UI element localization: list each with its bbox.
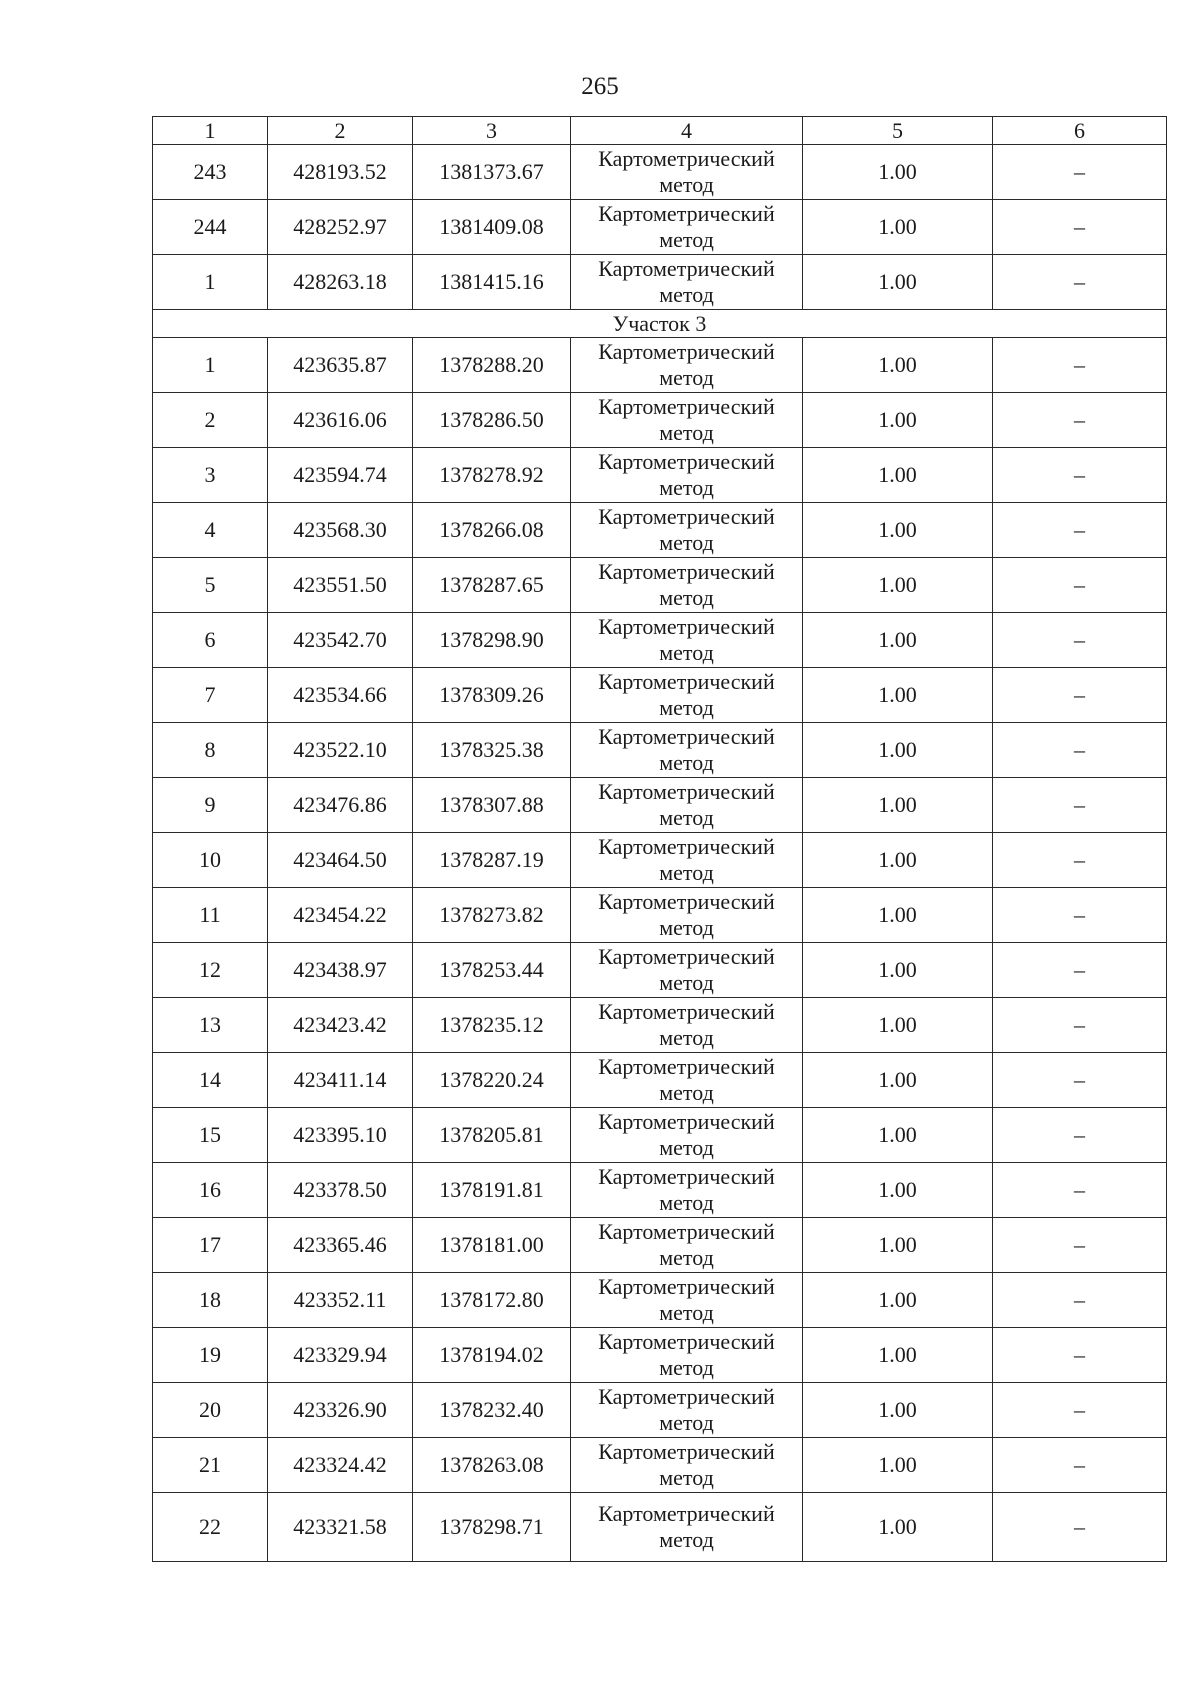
accuracy-cell: 1.00 bbox=[803, 778, 993, 833]
note-cell: – bbox=[993, 558, 1167, 613]
method-cell bbox=[571, 998, 803, 1053]
point-number-cell: 243 bbox=[153, 145, 268, 200]
table-row bbox=[153, 503, 1167, 558]
method-line-2: метод bbox=[659, 475, 714, 500]
method-line-2: метод bbox=[659, 1025, 714, 1050]
method-cell bbox=[571, 1053, 803, 1108]
y-coordinate-cell: 1378181.00 bbox=[413, 1218, 571, 1273]
x-coordinate-cell: 423423.42 bbox=[268, 998, 413, 1053]
note-cell: – bbox=[993, 448, 1167, 503]
method-line-1: Картометрический bbox=[598, 944, 775, 969]
method-line-1: Картометрический bbox=[598, 1329, 775, 1354]
method-line-1: Картометрический bbox=[598, 1274, 775, 1299]
y-coordinate-cell: 1378172.80 bbox=[413, 1273, 571, 1328]
method-cell bbox=[571, 1438, 803, 1493]
note-cell: – bbox=[993, 338, 1167, 393]
method-line-2: метод bbox=[659, 420, 714, 445]
method-line-2: метод bbox=[659, 1300, 714, 1325]
x-coordinate-cell: 423329.94 bbox=[268, 1328, 413, 1383]
point-number-cell: 10 bbox=[153, 833, 268, 888]
x-coordinate-cell: 423395.10 bbox=[268, 1108, 413, 1163]
method-line-1: Картометрический bbox=[598, 256, 775, 281]
header-row bbox=[153, 117, 1167, 145]
method-cell bbox=[571, 558, 803, 613]
x-coordinate-cell: 423464.50 bbox=[268, 833, 413, 888]
note-cell: – bbox=[993, 1108, 1167, 1163]
note-cell: – bbox=[993, 778, 1167, 833]
y-coordinate-cell: 1378235.12 bbox=[413, 998, 571, 1053]
note-cell: – bbox=[993, 998, 1167, 1053]
point-number-cell: 2 bbox=[153, 393, 268, 448]
point-number-cell: 20 bbox=[153, 1383, 268, 1438]
table-row bbox=[153, 1163, 1167, 1218]
accuracy-cell: 1.00 bbox=[803, 1108, 993, 1163]
table-row bbox=[153, 393, 1167, 448]
y-coordinate-cell: 1378266.08 bbox=[413, 503, 571, 558]
method-line-2: метод bbox=[659, 365, 714, 390]
x-coordinate-cell: 423438.97 bbox=[268, 943, 413, 998]
table-row bbox=[153, 1438, 1167, 1493]
method-line-2: метод bbox=[659, 530, 714, 555]
section-row bbox=[153, 310, 1167, 338]
accuracy-cell: 1.00 bbox=[803, 1218, 993, 1273]
x-coordinate-cell: 423568.30 bbox=[268, 503, 413, 558]
y-coordinate-cell: 1378232.40 bbox=[413, 1383, 571, 1438]
x-coordinate-cell: 423534.66 bbox=[268, 668, 413, 723]
method-cell bbox=[571, 613, 803, 668]
method-line-2: метод bbox=[659, 227, 714, 252]
method-line-1: Картометрический bbox=[598, 1164, 775, 1189]
method-cell bbox=[571, 833, 803, 888]
method-line-1: Картометрический bbox=[598, 1439, 775, 1464]
accuracy-cell: 1.00 bbox=[803, 1163, 993, 1218]
column-header: 6 bbox=[993, 117, 1167, 145]
method-line-1: Картометрический bbox=[598, 999, 775, 1024]
method-line-1: Картометрический bbox=[598, 724, 775, 749]
table-row bbox=[153, 1218, 1167, 1273]
table-row bbox=[153, 833, 1167, 888]
x-coordinate-cell: 423616.06 bbox=[268, 393, 413, 448]
method-line-2: метод bbox=[659, 640, 714, 665]
note-cell: – bbox=[993, 1493, 1167, 1562]
accuracy-cell: 1.00 bbox=[803, 998, 993, 1053]
method-line-1: Картометрический bbox=[598, 201, 775, 226]
note-cell: – bbox=[993, 255, 1167, 310]
y-coordinate-cell: 1378287.19 bbox=[413, 833, 571, 888]
accuracy-cell: 1.00 bbox=[803, 668, 993, 723]
method-cell bbox=[571, 1218, 803, 1273]
method-line-1: Картометрический bbox=[598, 394, 775, 419]
y-coordinate-cell: 1378298.90 bbox=[413, 613, 571, 668]
method-line-2: метод bbox=[659, 172, 714, 197]
method-line-2: метод bbox=[659, 750, 714, 775]
note-cell: – bbox=[993, 1273, 1167, 1328]
method-line-2: метод bbox=[659, 1465, 714, 1490]
note-cell: – bbox=[993, 145, 1167, 200]
y-coordinate-cell: 1378278.92 bbox=[413, 448, 571, 503]
point-number-cell: 21 bbox=[153, 1438, 268, 1493]
method-line-1: Картометрический bbox=[598, 559, 775, 584]
table-row bbox=[153, 998, 1167, 1053]
method-cell bbox=[571, 723, 803, 778]
x-coordinate-cell: 423365.46 bbox=[268, 1218, 413, 1273]
note-cell: – bbox=[993, 723, 1167, 778]
method-cell bbox=[571, 1163, 803, 1218]
note-cell: – bbox=[993, 1053, 1167, 1108]
method-line-2: метод bbox=[659, 695, 714, 720]
x-coordinate-cell: 423321.58 bbox=[268, 1493, 413, 1562]
table-row bbox=[153, 338, 1167, 393]
point-number-cell: 12 bbox=[153, 943, 268, 998]
y-coordinate-cell: 1378307.88 bbox=[413, 778, 571, 833]
x-coordinate-cell: 423635.87 bbox=[268, 338, 413, 393]
x-coordinate-cell: 423594.74 bbox=[268, 448, 413, 503]
point-number-cell: 6 bbox=[153, 613, 268, 668]
method-line-2: метод bbox=[659, 1135, 714, 1160]
x-coordinate-cell: 423324.42 bbox=[268, 1438, 413, 1493]
method-line-2: метод bbox=[659, 970, 714, 995]
point-number-cell: 4 bbox=[153, 503, 268, 558]
table-row bbox=[153, 723, 1167, 778]
method-line-2: метод bbox=[659, 282, 714, 307]
point-number-cell: 14 bbox=[153, 1053, 268, 1108]
point-number-cell: 22 bbox=[153, 1493, 268, 1562]
coordinates-table bbox=[152, 116, 1167, 1562]
table-row bbox=[153, 778, 1167, 833]
method-line-1: Картометрический bbox=[598, 669, 775, 694]
accuracy-cell: 1.00 bbox=[803, 888, 993, 943]
x-coordinate-cell: 428263.18 bbox=[268, 255, 413, 310]
table-row bbox=[153, 1493, 1167, 1562]
method-line-1: Картометрический bbox=[598, 779, 775, 804]
method-line-1: Картометрический bbox=[598, 1384, 775, 1409]
method-line-1: Картометрический bbox=[598, 889, 775, 914]
point-number-cell: 9 bbox=[153, 778, 268, 833]
point-number-cell: 5 bbox=[153, 558, 268, 613]
x-coordinate-cell: 423378.50 bbox=[268, 1163, 413, 1218]
table-row bbox=[153, 1273, 1167, 1328]
table-row bbox=[153, 200, 1167, 255]
method-line-2: метод bbox=[659, 915, 714, 940]
method-cell bbox=[571, 338, 803, 393]
x-coordinate-cell: 423476.86 bbox=[268, 778, 413, 833]
method-line-2: метод bbox=[659, 1355, 714, 1380]
point-number-cell: 1 bbox=[153, 255, 268, 310]
point-number-cell: 15 bbox=[153, 1108, 268, 1163]
table-row bbox=[153, 448, 1167, 503]
column-header: 5 bbox=[803, 117, 993, 145]
x-coordinate-cell: 428252.97 bbox=[268, 200, 413, 255]
y-coordinate-cell: 1378205.81 bbox=[413, 1108, 571, 1163]
y-coordinate-cell: 1381409.08 bbox=[413, 200, 571, 255]
note-cell: – bbox=[993, 503, 1167, 558]
y-coordinate-cell: 1378309.26 bbox=[413, 668, 571, 723]
y-coordinate-cell: 1381373.67 bbox=[413, 145, 571, 200]
y-coordinate-cell: 1378298.71 bbox=[413, 1493, 571, 1562]
method-cell bbox=[571, 943, 803, 998]
table-row bbox=[153, 145, 1167, 200]
note-cell: – bbox=[993, 888, 1167, 943]
x-coordinate-cell: 423551.50 bbox=[268, 558, 413, 613]
column-header: 1 bbox=[153, 117, 268, 145]
method-cell bbox=[571, 888, 803, 943]
method-cell bbox=[571, 1383, 803, 1438]
note-cell: – bbox=[993, 1438, 1167, 1493]
table-row bbox=[153, 1328, 1167, 1383]
table-row bbox=[153, 255, 1167, 310]
y-coordinate-cell: 1378263.08 bbox=[413, 1438, 571, 1493]
accuracy-cell: 1.00 bbox=[803, 723, 993, 778]
method-cell bbox=[571, 448, 803, 503]
method-cell bbox=[571, 200, 803, 255]
method-cell bbox=[571, 1493, 803, 1562]
note-cell: – bbox=[993, 1383, 1167, 1438]
accuracy-cell: 1.00 bbox=[803, 1493, 993, 1562]
accuracy-cell: 1.00 bbox=[803, 1438, 993, 1493]
note-cell: – bbox=[993, 668, 1167, 723]
method-cell bbox=[571, 1328, 803, 1383]
method-cell bbox=[571, 255, 803, 310]
x-coordinate-cell: 423411.14 bbox=[268, 1053, 413, 1108]
point-number-cell: 1 bbox=[153, 338, 268, 393]
accuracy-cell: 1.00 bbox=[803, 338, 993, 393]
note-cell: – bbox=[993, 1218, 1167, 1273]
point-number-cell: 17 bbox=[153, 1218, 268, 1273]
method-line-1: Картометрический bbox=[598, 1109, 775, 1134]
method-line-1: Картометрический bbox=[598, 1219, 775, 1244]
column-header: 2 bbox=[268, 117, 413, 145]
method-line-2: метод bbox=[659, 1245, 714, 1270]
point-number-cell: 16 bbox=[153, 1163, 268, 1218]
accuracy-cell: 1.00 bbox=[803, 448, 993, 503]
column-header: 3 bbox=[413, 117, 571, 145]
method-line-1: Картометрический bbox=[598, 339, 775, 364]
method-line-2: метод bbox=[659, 1080, 714, 1105]
method-line-2: метод bbox=[659, 1190, 714, 1215]
x-coordinate-cell: 423522.10 bbox=[268, 723, 413, 778]
point-number-cell: 19 bbox=[153, 1328, 268, 1383]
point-number-cell: 18 bbox=[153, 1273, 268, 1328]
method-line-1: Картометрический bbox=[598, 1054, 775, 1079]
note-cell: – bbox=[993, 1328, 1167, 1383]
note-cell: – bbox=[993, 613, 1167, 668]
x-coordinate-cell: 423454.22 bbox=[268, 888, 413, 943]
table-row bbox=[153, 613, 1167, 668]
accuracy-cell: 1.00 bbox=[803, 1328, 993, 1383]
y-coordinate-cell: 1378220.24 bbox=[413, 1053, 571, 1108]
accuracy-cell: 1.00 bbox=[803, 1053, 993, 1108]
note-cell: – bbox=[993, 833, 1167, 888]
note-cell: – bbox=[993, 393, 1167, 448]
x-coordinate-cell: 423352.11 bbox=[268, 1273, 413, 1328]
method-line-1: Картометрический bbox=[598, 614, 775, 639]
accuracy-cell: 1.00 bbox=[803, 1273, 993, 1328]
accuracy-cell: 1.00 bbox=[803, 1383, 993, 1438]
table-row bbox=[153, 558, 1167, 613]
point-number-cell: 244 bbox=[153, 200, 268, 255]
y-coordinate-cell: 1381415.16 bbox=[413, 255, 571, 310]
method-line-2: метод bbox=[659, 860, 714, 885]
accuracy-cell: 1.00 bbox=[803, 255, 993, 310]
y-coordinate-cell: 1378287.65 bbox=[413, 558, 571, 613]
method-line-2: метод bbox=[659, 1527, 714, 1552]
method-cell bbox=[571, 1273, 803, 1328]
column-header: 4 bbox=[571, 117, 803, 145]
table-row bbox=[153, 1053, 1167, 1108]
table-row bbox=[153, 1108, 1167, 1163]
accuracy-cell: 1.00 bbox=[803, 200, 993, 255]
y-coordinate-cell: 1378288.20 bbox=[413, 338, 571, 393]
point-number-cell: 8 bbox=[153, 723, 268, 778]
method-line-1: Картометрический bbox=[598, 504, 775, 529]
note-cell: – bbox=[993, 943, 1167, 998]
method-cell bbox=[571, 778, 803, 833]
accuracy-cell: 1.00 bbox=[803, 943, 993, 998]
method-cell bbox=[571, 1108, 803, 1163]
method-line-1: Картометрический bbox=[598, 146, 775, 171]
point-number-cell: 13 bbox=[153, 998, 268, 1053]
accuracy-cell: 1.00 bbox=[803, 393, 993, 448]
y-coordinate-cell: 1378325.38 bbox=[413, 723, 571, 778]
accuracy-cell: 1.00 bbox=[803, 145, 993, 200]
method-line-1: Картометрический bbox=[598, 449, 775, 474]
note-cell: – bbox=[993, 200, 1167, 255]
y-coordinate-cell: 1378253.44 bbox=[413, 943, 571, 998]
method-line-1: Картометрический bbox=[598, 1501, 775, 1526]
note-cell: – bbox=[993, 1163, 1167, 1218]
accuracy-cell: 1.00 bbox=[803, 613, 993, 668]
method-cell bbox=[571, 503, 803, 558]
y-coordinate-cell: 1378273.82 bbox=[413, 888, 571, 943]
method-line-1: Картометрический bbox=[598, 834, 775, 859]
x-coordinate-cell: 428193.52 bbox=[268, 145, 413, 200]
table-row bbox=[153, 888, 1167, 943]
y-coordinate-cell: 1378191.81 bbox=[413, 1163, 571, 1218]
accuracy-cell: 1.00 bbox=[803, 833, 993, 888]
method-line-2: метод bbox=[659, 1410, 714, 1435]
method-cell bbox=[571, 668, 803, 723]
method-line-2: метод bbox=[659, 805, 714, 830]
x-coordinate-cell: 423542.70 bbox=[268, 613, 413, 668]
point-number-cell: 3 bbox=[153, 448, 268, 503]
accuracy-cell: 1.00 bbox=[803, 503, 993, 558]
x-coordinate-cell: 423326.90 bbox=[268, 1383, 413, 1438]
point-number-cell: 11 bbox=[153, 888, 268, 943]
accuracy-cell: 1.00 bbox=[803, 558, 993, 613]
y-coordinate-cell: 1378286.50 bbox=[413, 393, 571, 448]
y-coordinate-cell: 1378194.02 bbox=[413, 1328, 571, 1383]
method-cell bbox=[571, 393, 803, 448]
point-number-cell: 7 bbox=[153, 668, 268, 723]
table-row bbox=[153, 943, 1167, 998]
method-cell bbox=[571, 145, 803, 200]
method-line-2: метод bbox=[659, 585, 714, 610]
table-body bbox=[153, 117, 1167, 1562]
section-title: Участок 3 bbox=[153, 310, 1167, 338]
table-row bbox=[153, 1383, 1167, 1438]
table-row bbox=[153, 668, 1167, 723]
page-number: 265 bbox=[581, 73, 619, 100]
